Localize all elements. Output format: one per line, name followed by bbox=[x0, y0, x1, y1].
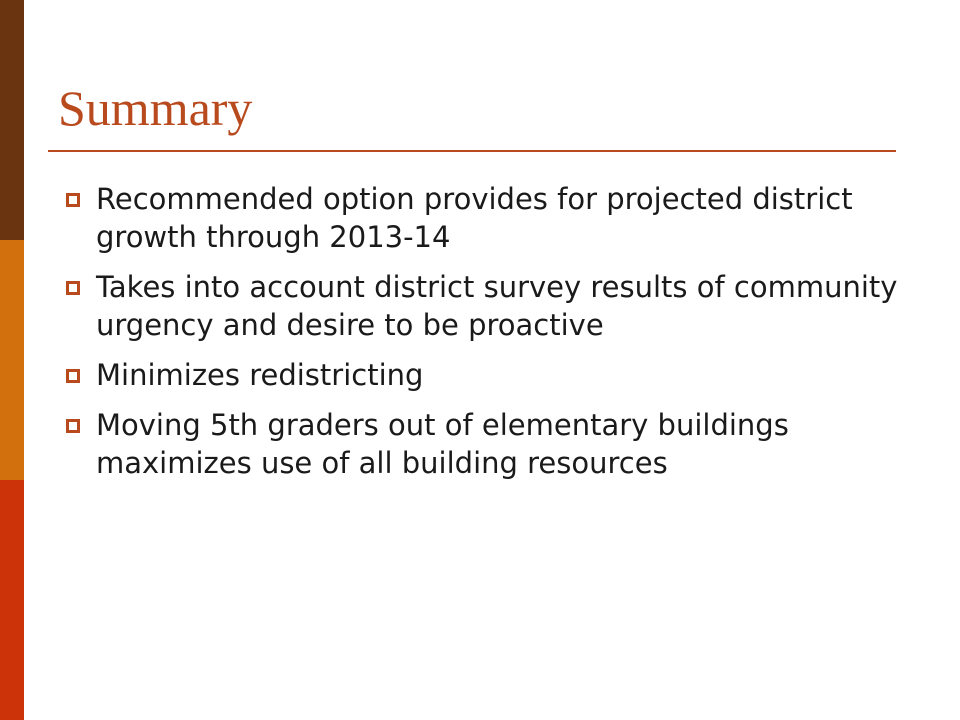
bullet-text: Moving 5th graders out of elementary buildings maximizes use of all building resources bbox=[96, 408, 789, 480]
bullet-item bbox=[62, 268, 902, 344]
bullet-text: Takes into account district survey results of community urgency and desire to be proactive bbox=[96, 270, 898, 342]
title-underline-rule bbox=[48, 150, 896, 152]
bullet-item bbox=[62, 406, 902, 482]
hollow-square-bullet-icon bbox=[66, 193, 80, 207]
bullet-list bbox=[62, 180, 902, 494]
bullet-text: Minimizes redistricting bbox=[96, 358, 424, 392]
hollow-square-bullet-icon bbox=[66, 419, 80, 433]
left-accent-bar bbox=[0, 0, 24, 720]
bullet-text: Recommended option provides for projected district growth through 2013-14 bbox=[96, 182, 853, 254]
hollow-square-bullet-icon bbox=[66, 281, 80, 295]
bullet-item bbox=[62, 180, 902, 256]
hollow-square-bullet-icon bbox=[66, 369, 80, 383]
bullet-item bbox=[62, 356, 902, 394]
slide-title: Summary bbox=[58, 80, 253, 136]
accent-bar-segment-top bbox=[0, 0, 24, 240]
accent-bar-segment-middle bbox=[0, 240, 24, 480]
accent-bar-segment-bottom bbox=[0, 480, 24, 720]
